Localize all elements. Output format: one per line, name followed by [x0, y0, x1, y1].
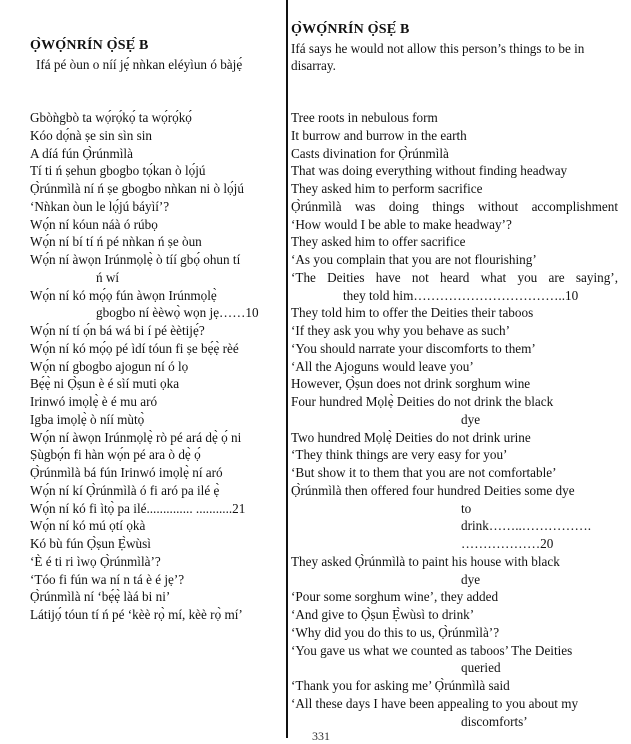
- verse-line: Wọ́n ní kó mọ́ọ pé ìdí tóun fi ṣe bẹ́ẹ̀ rèé: [30, 340, 239, 356]
- verse-line: It burrow and burrow in the earth: [291, 127, 467, 143]
- verse-line: Wọ́n ní kó mọ́ọ fún àwọn Irúnmọlẹ̀: [30, 287, 217, 303]
- verse-line: Bẹ́ẹ̀ ni Ọ̀ṣun è é sìí muti ọka: [30, 376, 180, 392]
- yoruba-verse-lines: [30, 109, 280, 624]
- verse-line-continuation: they told him……………………………..10: [343, 287, 579, 303]
- verse-line: ‘As you complain that you are not flourishing’: [291, 252, 537, 267]
- verse-line: ‘They think things are very easy for you’: [291, 447, 508, 463]
- verse-line: Irinwó imọlẹ̀ è é mu aró: [30, 394, 158, 409]
- verse-line: Kó bù fún Ọ̀ṣun Ẹ̀wùsì: [30, 536, 151, 551]
- verse-line: Igba imọlẹ̀ ò níí mùtọ̀: [30, 411, 145, 427]
- verse-line-continuation: ………………20: [461, 536, 554, 551]
- verse-line-continuation: discomforts’: [461, 713, 528, 729]
- verse-line: That was doing everything without finding headway: [291, 163, 568, 179]
- verse-line: Ṣùgbọ́n fi hàn wọ́n pé ara ò dẹ̀ ọ́: [30, 447, 201, 463]
- verse-line: Wọ́n ní àwọn Irúnmọlẹ̀ rò pé ará dẹ̀ ọ́ ni: [30, 429, 242, 445]
- verse-line: Wọ́n ní kó mú ọtí ọkà: [30, 518, 146, 534]
- yoruba-verse-subtitle: Ifá pé òun o níí jẹ́ nǹkan eléyìun ó bàjẹ́: [36, 57, 243, 72]
- column-divider: [286, 0, 288, 738]
- verse-line-continuation: to: [461, 500, 472, 516]
- verse-line: However, Ọ̀ṣun does not drink sorghum wine: [291, 376, 531, 392]
- verse-line: Wọ́n ní tí ọ́n bá wá bi í pé èètijẹ́?: [30, 323, 205, 338]
- verse-line: Four hundred Mọlẹ̀ Deities do not drink the black: [291, 394, 554, 409]
- english-verse-subtitle: Ifá says he would not allow this person’s things to be in disarray.: [291, 41, 585, 73]
- verse-line: Wọ́n ní kí Ọ̀rúnmìlà ó fi aró pa ilé ẹ̀: [30, 482, 220, 498]
- english-verse-lines: [291, 109, 618, 730]
- verse-line: ‘But show it to them that you are not comfortable’: [291, 465, 557, 480]
- verse-line-continuation: dye: [461, 411, 481, 427]
- verse-line: ‘And give to Ọ̀ṣun Ẹ̀wùsì to drink’: [291, 607, 475, 622]
- verse-line: ‘If they ask you why you behave as such’: [291, 323, 510, 338]
- english-column: [289, 0, 631, 738]
- verse-line-continuation: gbogbo ní èèwọ̀ wọn jẹ……10: [96, 305, 259, 321]
- verse-line: Kóo dọ́nà ṣe sin sìn sin: [30, 127, 152, 143]
- verse-line: ‘Pour some sorghum wine’, they added: [291, 589, 499, 605]
- verse-line: Tí ti ń ṣehun gbogbo tọ́kan ò lọ́jú: [30, 163, 206, 179]
- verse-line: Látijọ́ tóun tí ń pé ‘kèè rọ̀ mí, kèè rọ̀ mí’: [30, 607, 243, 622]
- verse-line: ‘You gave us what we counted as taboos’ The Deities: [291, 642, 573, 658]
- verse-line: Ọ̀rúnmìlà then offered four hundred Deities some dye: [291, 482, 575, 498]
- verse-line: Wọ́n ní àwọn Irúnmọlẹ̀ ò tíí gbọ́ ohun tí: [30, 252, 241, 267]
- verse-line: Casts divination for Ọ̀rúnmìlà: [291, 145, 449, 161]
- verse-line: Ọ̀rúnmìlà ní ‘bẹ́ẹ̀ làá bi ni’: [30, 589, 171, 605]
- verse-line: ‘How would I be able to make headway’?: [291, 216, 512, 232]
- verse-line: Two hundred Mọlẹ̀ Deities do not drink urine: [291, 429, 531, 445]
- verse-line: Wọ́n ní kó fi ìtọ̀ pa ilé.............. ...........21: [30, 500, 246, 516]
- verse-line: ‘Thank you for asking me’ Ọ̀rúnmìlà said: [291, 678, 510, 693]
- verse-line: Wọ́n ní gbogbo ajogun ní ó lọ: [30, 358, 189, 374]
- verse-line: Ọ̀rúnmìlà was doing things without accomplishment: [291, 198, 618, 214]
- yoruba-column: [0, 0, 286, 738]
- verse-line-continuation: dye: [461, 571, 481, 587]
- verse-line: Tree roots in nebulous form: [291, 110, 438, 125]
- verse-line: ‘The Deities have not heard what you are saying’,: [291, 269, 618, 285]
- verse-line: ‘Why did you do this to us, Ọ̀rúnmìlà’?: [291, 624, 500, 640]
- yoruba-verse-title: Ọ̀WỌ́NRÍN Ọ̀SẸ́ B: [30, 38, 149, 53]
- verse-line: ‘All these days I have been appealing to you about my: [291, 695, 579, 711]
- verse-line: They told him to offer the Deities their taboos: [291, 305, 534, 321]
- verse-line: Wọ́n ní kóun náà ó rúbọ: [30, 216, 158, 232]
- verse-line: Gbòǹgbò ta wọ́rọ́kọ́ ta wọ́rọ́kọ́: [30, 110, 192, 125]
- verse-line: Wọ́n ní bí tí ń pé nǹkan ń ṣe òun: [30, 234, 202, 250]
- verse-line: They asked him to perform sacrifice: [291, 181, 483, 196]
- page-number: 331: [312, 729, 330, 743]
- verse-line-continuation: drink……..…………….: [461, 518, 592, 534]
- verse-line: Ọ̀rúnmìlà ní ń ṣe gbogbo nǹkan ni ò lọ́jú: [30, 181, 244, 196]
- verse-line: ‘You should narrate your discomforts to them’: [291, 340, 536, 356]
- verse-line: They asked Ọ̀rúnmìlà to paint his house with black: [291, 553, 560, 569]
- verse-line: ‘Tóo fi fún wa ní n tá è é jẹ’?: [30, 571, 185, 587]
- english-verse-title: Ọ̀WỌ́NRÍN Ọ̀SẸ́ B: [291, 22, 410, 37]
- verse-line: A díá fún Ọ̀rúnmìlà: [30, 145, 133, 161]
- verse-line: They asked him to offer sacrifice: [291, 234, 466, 250]
- verse-line: ‘È é ti ri ìwọ Ọ̀rúnmìlà’?: [30, 553, 161, 569]
- verse-line-continuation: queried: [461, 660, 501, 676]
- verse-line: ‘All the Ajoguns would leave you’: [291, 358, 474, 374]
- verse-line-continuation: ń wí: [96, 269, 120, 285]
- verse-line: Ọ̀rúnmìlà bá fún Irinwó imọlẹ̀ ní aró: [30, 465, 223, 480]
- verse-line: ‘Nǹkan òun le lọ́jú báyìí’?: [30, 198, 170, 214]
